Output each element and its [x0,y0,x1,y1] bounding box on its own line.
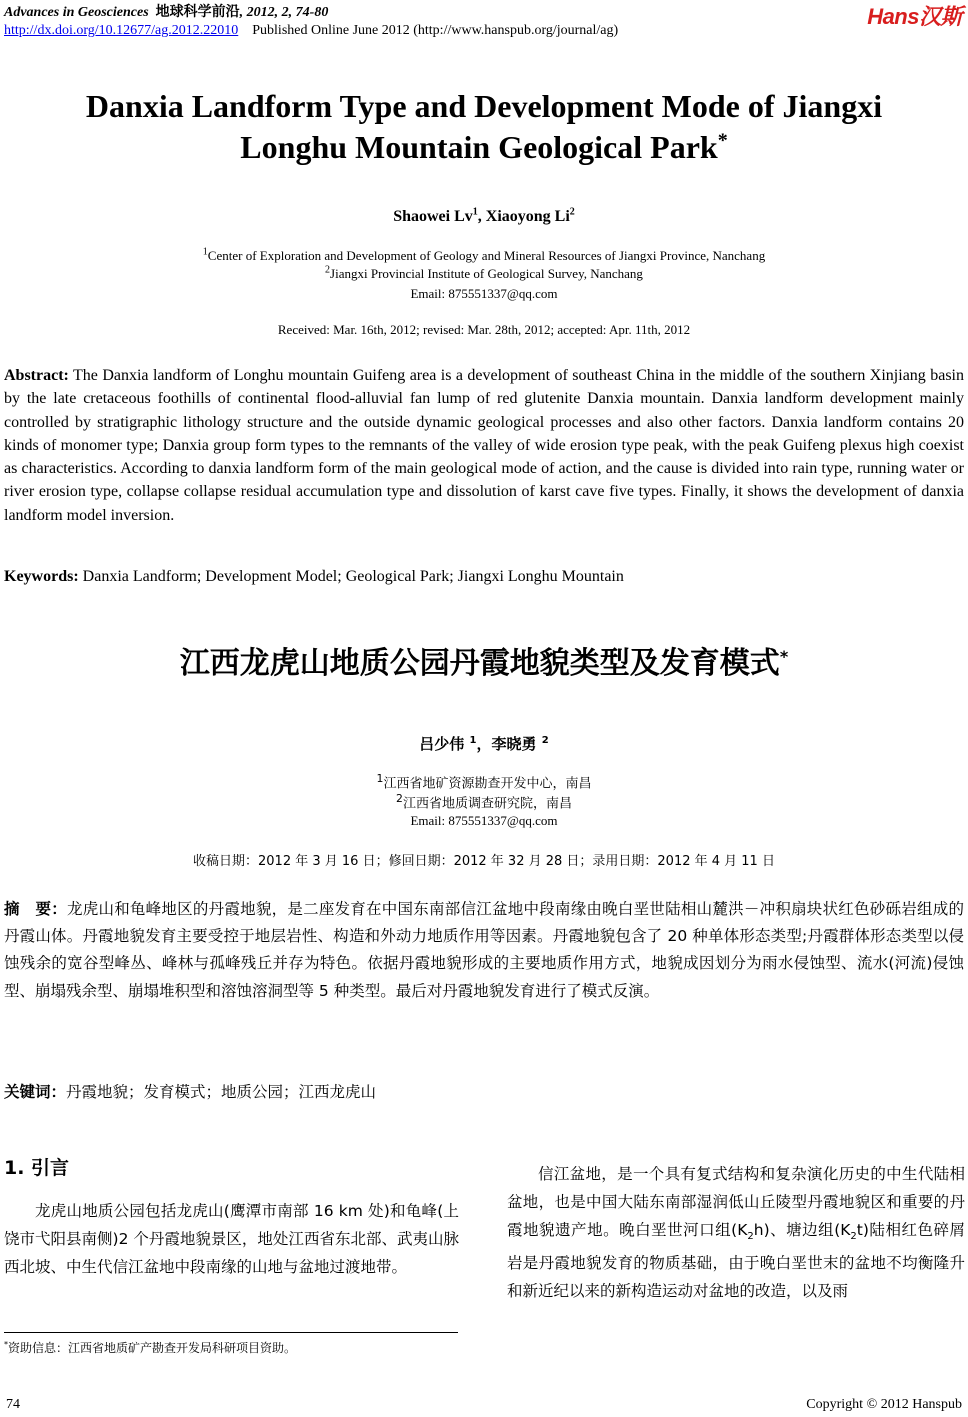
affiliation-cn-2 [0,792,968,811]
dates-cn: 收稿日期：2012 年 3 月 16 日；修回日期：2012 年 32 月 28 日；录用日期：2012 年 4 月 11 日 [193,854,775,869]
hans-logo: Hans汉斯 [867,4,962,29]
affiliation-2 [0,266,968,282]
right-sub-2: 2 [850,1230,857,1242]
right-text-a: 信江盆地，是一个具有复式结构和复杂演化历史的中生代陆相盆地，也是中国大陆东南部湿润低山丘陵型丹霞地貌区和重要的丹霞地貌遗产地。晚白垩世河口组(K [507,1165,965,1239]
author-1: Shaowei Lv [393,208,473,225]
footnote-divider [4,1332,458,1333]
right-text-c: t)陆相红色碎屑岩是丹霞地貌发育的物质基础，由于晚白垩世末的盆地不均衡隆升和新近纪以来的新构造运动对盆地的改造，以及雨 [507,1220,965,1301]
email-en: Email: 875551337@qq.com [410,286,558,301]
doi-link[interactable]: http://dx.doi.org/10.12677/ag.2012.22010 [4,23,239,38]
aff-2-sup: 2 [325,264,331,276]
keywords-text: Danxia Landform; Development Model; Geological Park; Jiangxi Longhu Mountain [78,568,624,585]
keywords-cn-text: 丹霞地貌；发育模式；地质公园；江西龙虎山 [66,1083,377,1101]
abstract-cn-text: 龙虎山和龟峰地区的丹霞地貌，是二座发育在中国东南部信江盆地中段南缘由晚白垩世陆相山麓洪－冲积扇块状红色砂砾岩组成的丹霞山体。丹霞地貌发育主要受控于地层岩性、构造和外动力地质作用等因素。丹霞地貌包含了 20 种单体形态类型;丹霞群体形态类型以侵蚀残余的宽谷型峰丛、峰林与孤峰残丘并存为特色。依据丹霞地貌形成的主要地质作用方式，地貌成因划分为雨水侵蚀型、流水(河流)侵蚀型、崩塌残余型、崩塌堆积型和溶蚀溶洞型等 5 种类型。最后对丹霞地貌发育进行了模式反演。 [4,900,964,1000]
aff-cn-1-text: 江西省地矿资源勘查开发中心，南昌 [383,776,592,792]
footnote [4,1339,296,1356]
keywords-label: Keywords: [4,568,79,585]
author-1-sup: 1 [472,206,478,218]
journal-name-en: Advances in Geosciences [4,5,149,20]
right-text-b: h)、塘边组(K [753,1220,851,1239]
journal-name-cn: 地球科学前沿 [155,5,240,20]
page-number: 74 [6,1397,20,1412]
author-cn-2: 李晓勇 [491,735,537,753]
paper-title-cn [0,638,968,682]
section-heading: 1. 引言 [4,1157,70,1179]
aff-2-text: Jiangxi Provincial Institute of Geological Survey, Nanchang [330,266,643,281]
keywords-en [4,568,624,586]
title-footnote-mark: * [717,129,728,152]
abstract-label: Abstract: [4,367,69,384]
right-sub-1: 2 [747,1230,754,1242]
published-online: Published Online June 2012 (http://www.hanspub.org/journal/ag) [252,23,619,38]
title-line-1: Danxia Landform Type and Development Mode of Jiangxi [85,88,883,124]
dates-en: Received: Mar. 16th, 2012; revised: Mar. 28th, 2012; accepted: Apr. 11th, 2012 [277,322,691,337]
author-2-sup: 2 [569,206,575,218]
paper-title-en [0,86,968,168]
affiliation-1 [0,248,968,264]
title-line-2: Longhu Mountain Geological Park [240,129,718,165]
aff-cn-2-sup: 2 [396,792,403,805]
aff-cn-1-sup: 1 [376,772,384,785]
authors-en [0,208,968,226]
keywords-cn [4,1080,376,1102]
abstract-cn-label: 摘 要： [4,900,67,918]
doi-line [4,23,618,39]
author-sep: , [477,208,486,225]
affiliation-cn-1 [0,772,968,791]
author-2: Xiaoyong Li [485,208,570,225]
aff-1-sup: 1 [202,246,208,258]
title-cn-mark: * [779,647,789,666]
title-cn-text: 江西龙虎山地质公园丹霞地貌类型及发育模式 [179,646,780,681]
email-cn: Email: 875551337@qq.com [410,813,558,828]
journal-info: , 2012, 2, 74-80 [239,5,329,20]
abstract-cn [4,896,964,1005]
author-cn-2-sup: 2 [541,735,549,746]
footnote-text: 资助信息：江西省地质矿产勘查开发局科研项目资助。 [8,1341,297,1355]
author-cn-1: 吕少伟 [419,735,465,753]
author-cn-1-sup: 1 [469,735,477,746]
journal-header [4,1,328,21]
intro-left-paragraph: 龙虎山地质公园包括龙虎山(鹰潭市南部 16 km 处)和龟峰(上饶市弋阳县南侧)2 个丹霞地貌景区，地处江西省东北部、武夷山脉西北坡、中生代信江盆地中段南缘的山地与盆地过渡地带。 [4,1202,459,1276]
abstract-text: The Danxia landform of Longhu mountain Guifeng area is a development of southeast China in the middle of the southern Xinjiang basin by the late cretaceous foothills of continental flood-alluvial fan lump of red glutenite Danxia mountain. Danxia landform development mainly controlled by stratigraphic lithology structure and the outside dynamic geological processes and also other factors. Danxia landform contains 20 kinds of monomer type; Danxia group form types to the remnants of the valley of wide erosion type peak, with the peak Guifeng plexus high coexist as characteristics. According to danxia landform form of the main geological mode of action, and the cause is divided into rain type, running water or river erosion type, collapse collapse residual accumulation type and dissolution of karst cave five types. Finally, it shows the development of danxia landform model inversion. [4,367,964,524]
keywords-cn-label: 关键词： [4,1083,67,1101]
copyright: Copyright © 2012 Hanspub [806,1397,962,1412]
abstract-en [4,364,964,527]
authors-cn [0,733,968,754]
intro-right-paragraph [507,1161,965,1306]
author-cn-sep: ， [476,735,492,753]
aff-cn-2-text: 江西省地质调查研究院，南昌 [402,796,572,812]
footnote-mark: * [4,1340,8,1349]
aff-1-text: Center of Exploration and Development of Geology and Mineral Resources of Jiangxi Province, Nanchang [207,248,766,263]
